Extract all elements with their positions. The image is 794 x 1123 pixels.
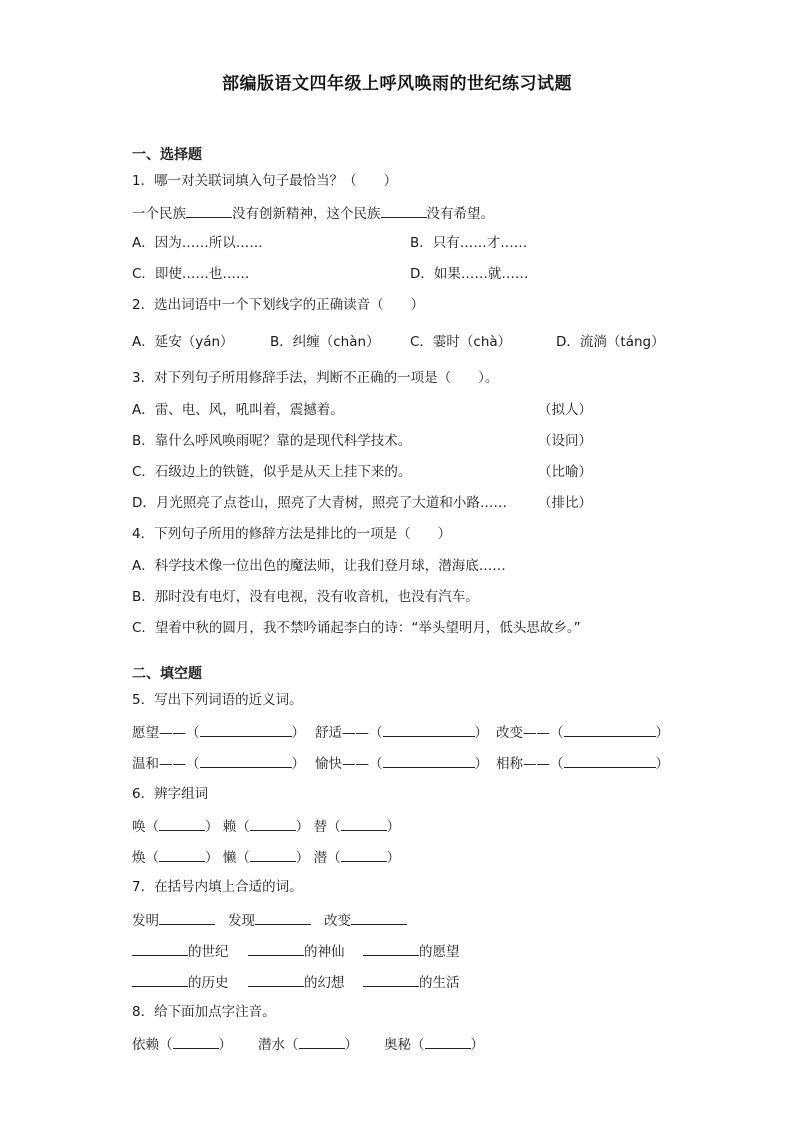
q5-item-4: 温和——（ ） — [132, 753, 305, 773]
q6-row-2: 焕（ ） 懒（ ） 潜（ ） — [132, 847, 400, 867]
q5-blank-4[interactable] — [200, 753, 292, 768]
q5-item-5: 愉快——（ ） — [315, 753, 488, 773]
q2-option-c[interactable]: C．霎时（chà） — [410, 334, 512, 350]
q7-item-3: 改变 — [324, 910, 407, 930]
question-3-stem: 3．对下列句子所用修辞手法，判断不正确的一项是（ ）。 — [132, 370, 499, 386]
question-7-stem: 7．在括号内填上合适的词。 — [132, 879, 303, 895]
q7-blank-9[interactable] — [363, 972, 419, 987]
q6-blank-2[interactable] — [250, 816, 296, 831]
q8-item-1: 依赖（ ） — [132, 1034, 232, 1054]
q1-sentence-part-c: 没有希望。 — [426, 206, 494, 222]
q2-option-a[interactable]: A．延安（yán） — [132, 334, 234, 350]
section-heading-fill: 二、填空题 — [132, 666, 202, 682]
question-6-stem: 6．辨字组词 — [132, 786, 209, 802]
q3-option-d-tag: （排比） — [538, 495, 592, 511]
q5-blank-3[interactable] — [564, 722, 656, 737]
q5-item-6: 相称——（ ） — [496, 753, 669, 773]
q7-item-9: 的生活 — [363, 972, 460, 992]
q7-item-8: 的幻想 — [248, 972, 345, 992]
q2-option-d[interactable]: D．流淌（táng） — [556, 334, 665, 350]
q1-option-c[interactable]: C．即使……也…… — [132, 266, 250, 282]
q4-option-b[interactable]: B．那时没有电灯，没有电视，没有收音机，也没有汽车。 — [132, 589, 479, 605]
q1-option-b[interactable]: B．只有……才…… — [410, 235, 528, 251]
q7-item-7: 的历史 — [132, 972, 229, 992]
q3-option-b[interactable]: B．靠什么呼风唤雨呢？靠的是现代科学技术。 — [132, 433, 412, 449]
q1-option-d[interactable]: D．如果……就…… — [410, 266, 529, 282]
q5-blank-6[interactable] — [564, 753, 656, 768]
q7-item-2: 发现 — [228, 910, 311, 930]
q5-blank-5[interactable] — [383, 753, 475, 768]
q5-item-2: 舒适——（ ） — [315, 722, 488, 742]
q6-blank-6[interactable] — [341, 847, 387, 862]
q1-blank-2[interactable] — [381, 203, 427, 218]
q8-blank-1[interactable] — [173, 1034, 219, 1049]
q6-blank-4[interactable] — [159, 847, 205, 862]
q7-item-1: 发明 — [132, 910, 215, 930]
question-8-stem: 8．给下面加点字注音。 — [132, 1004, 276, 1020]
q7-blank-7[interactable] — [132, 972, 188, 987]
page-title: 部编版语文四年级上呼风唤雨的世纪练习试题 — [222, 74, 572, 94]
q3-option-a-tag: （拟人） — [538, 402, 592, 418]
q8-blank-3[interactable] — [425, 1034, 471, 1049]
q5-item-3: 改变——（ ） — [496, 722, 669, 742]
q7-blank-5[interactable] — [248, 941, 304, 956]
q5-blank-2[interactable] — [383, 722, 475, 737]
q6-row-1: 唤（ ） 赖（ ） 替（ ） — [132, 816, 400, 836]
q7-blank-2[interactable] — [255, 910, 311, 925]
q1-sentence-part-b: 没有创新精神，这个民族 — [232, 206, 381, 222]
q7-item-5: 的神仙 — [248, 941, 345, 961]
q2-option-b[interactable]: B．纠缠（chàn） — [270, 334, 380, 350]
q7-blank-1[interactable] — [159, 910, 215, 925]
q6-blank-5[interactable] — [250, 847, 296, 862]
q8-item-2: 潜水（ ） — [258, 1034, 358, 1054]
q7-blank-3[interactable] — [351, 910, 407, 925]
section-heading-choice: 一、选择题 — [132, 147, 202, 163]
q6-blank-1[interactable] — [159, 816, 205, 831]
q8-item-3: 奥秘（ ） — [384, 1034, 484, 1054]
q6-blank-3[interactable] — [341, 816, 387, 831]
q3-option-c-tag: （比喻） — [538, 464, 592, 480]
q3-option-a[interactable]: A．雷、电、风，吼叫着，震撼着。 — [132, 402, 344, 418]
q5-blank-1[interactable] — [200, 722, 292, 737]
q7-item-6: 的愿望 — [363, 941, 460, 961]
question-1-sentence — [132, 203, 494, 223]
question-1-stem: 1．哪一对关联词填入句子最恰当？（ ） — [132, 173, 398, 189]
question-2-stem: 2．选出词语中一个下划线字的正确读音（ ） — [132, 297, 425, 313]
q8-blank-2[interactable] — [299, 1034, 345, 1049]
q4-option-a[interactable]: A．科学技术像一位出色的魔法师，让我们登月球，潜海底…… — [132, 558, 506, 574]
q7-blank-8[interactable] — [248, 972, 304, 987]
q5-item-1: 愿望——（ ） — [132, 722, 305, 742]
q1-option-a[interactable]: A．因为……所以…… — [132, 235, 263, 251]
q7-blank-6[interactable] — [363, 941, 419, 956]
q4-option-c[interactable]: C．望着中秋的圆月，我不禁吟诵起李白的诗：“举头望明月，低头思故乡。” — [132, 620, 581, 636]
q7-blank-4[interactable] — [132, 941, 188, 956]
q7-item-4: 的世纪 — [132, 941, 229, 961]
q1-sentence-part-a: 一个民族 — [132, 206, 186, 222]
question-5-stem: 5．写出下列词语的近义词。 — [132, 692, 303, 708]
q3-option-c[interactable]: C．石级边上的铁链，似乎是从天上挂下来的。 — [132, 464, 412, 480]
q3-option-d[interactable]: D．月光照亮了点苍山，照亮了大青树，照亮了大道和小路…… — [132, 495, 507, 511]
q3-option-b-tag: （设问） — [538, 433, 592, 449]
question-4-stem: 4．下列句子所用的修辞方法是排比的一项是（ ） — [132, 526, 452, 542]
q1-blank-1[interactable] — [186, 203, 232, 218]
